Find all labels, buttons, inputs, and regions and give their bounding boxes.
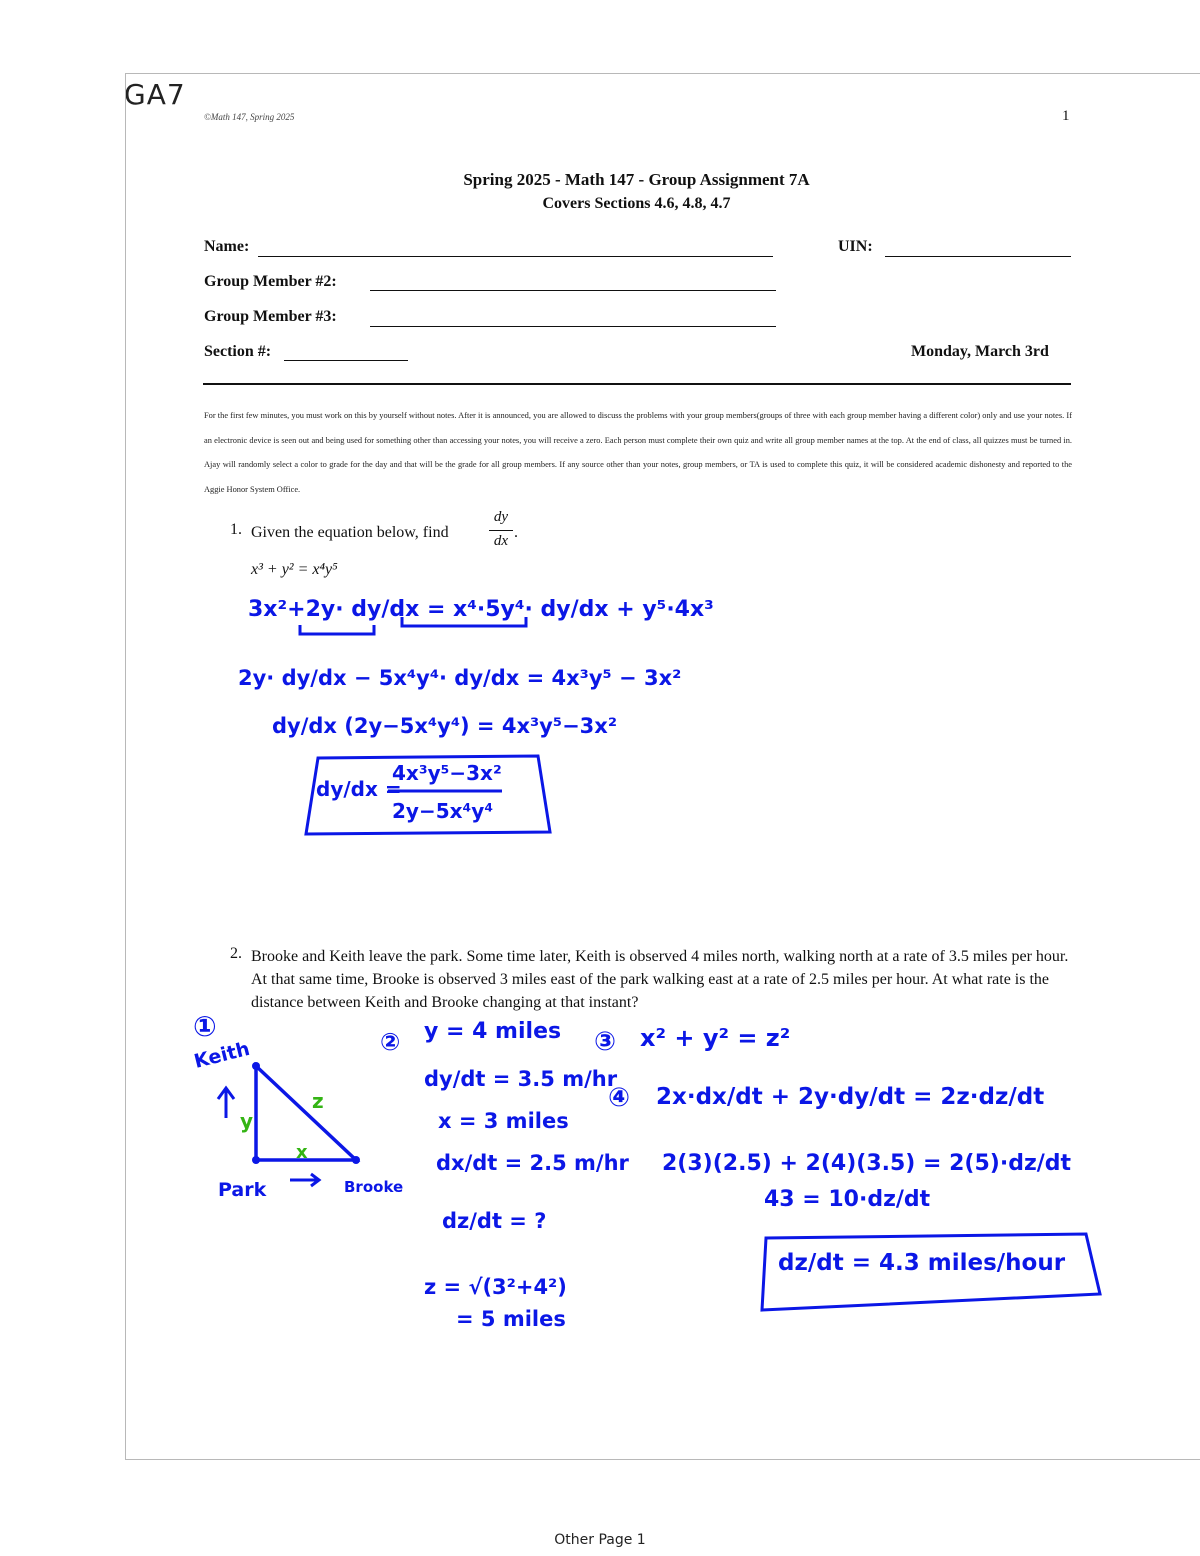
q2-step4-marker: ④ (608, 1083, 631, 1113)
date-label: Monday, March 3rd (911, 343, 1049, 360)
park-point (252, 1156, 260, 1164)
q2-z-label: z (312, 1089, 324, 1113)
q2-step2-marker: ② (380, 1028, 401, 1056)
q2-keith-label: Keith (191, 1037, 252, 1073)
uin-label: UIN: (838, 238, 873, 255)
instructions: For the first few minutes, you must work on this by yourself without notes. After it is announced, you are allowed to discuss the problems with your group members(groups of three with each group member having a different color) only and use your notes. If an electronic device is seen out and being used for something other than accessing your notes, you will receive a zero. Each person must complete their own quiz and write all group member names at the top. At the end of class, all quizzes must be turned in. Ajay will randomly select a color to grade for the day and that will be the grade for all group members. If any source other than your notes, group members, or TA is used to complete this quiz, it will be considered academic dishonesty and reported to the Aggie Honor System Office. (204, 411, 1072, 494)
east-arrow-icon (290, 1174, 319, 1186)
q2-s2-line4: dx/dt = 2.5 m/hr (436, 1151, 629, 1175)
section-label: Section #: (204, 343, 272, 360)
north-arrow-icon (218, 1088, 234, 1118)
keith-point (252, 1062, 260, 1070)
q2-s4-line1: 2x·dx/dt + 2y·dy/dt = 2z·dz/dt (656, 1084, 1045, 1110)
q2-s2-line6: z = √(3²+4²) (424, 1275, 567, 1299)
q2-y-label: y (240, 1109, 254, 1133)
assignment-subtitle: Covers Sections 4.6, 4.8, 4.7 (542, 195, 731, 212)
page-footer: Other Page 1 (554, 1532, 646, 1548)
member2-label: Group Member #2: (204, 273, 337, 290)
q2-answer: dz/dt = 4.3 miles/hour (778, 1250, 1066, 1276)
q1-hw-line3: dy/dx (2y−5x⁴y⁴) = 4x³y⁵−3x² (272, 714, 618, 738)
q1-answer-den: 2y−5x⁴y⁴ (392, 799, 494, 823)
member3-label: Group Member #3: (204, 308, 337, 325)
q2-s4-line2: 2(3)(2.5) + 2(4)(3.5) = 2(5)·dz/dt (662, 1151, 1072, 1176)
q1-answer-lhs: dy/dx = (316, 777, 402, 801)
copyright-notice: ©Math 147, Spring 2025 (204, 112, 295, 122)
q1-brace-left (300, 625, 374, 634)
q2-s2-line2: dy/dt = 3.5 m/hr (424, 1067, 618, 1091)
assignment-title: Spring 2025 - Math 147 - Group Assignment 7A (463, 170, 810, 189)
q1-text: Given the equation below, find (251, 524, 449, 541)
q1-period: . (514, 524, 518, 541)
q2-step3-marker: ③ (594, 1027, 617, 1057)
q1-frac-den: dx (493, 533, 509, 549)
q2-park-label: Park (218, 1179, 267, 1201)
q2-step1-marker: ① (193, 1010, 217, 1043)
q2-x-label: x (296, 1142, 308, 1163)
q1-equation: x³ + y² = x⁴y⁵ (251, 561, 338, 578)
q2-s4-line3: 43 = 10·dz/dt (764, 1187, 931, 1212)
q2-s2-line3: x = 3 miles (438, 1109, 569, 1133)
q2-number: 2. (230, 945, 242, 962)
tab-title[interactable]: GA7 (124, 78, 186, 111)
name-label: Name: (204, 238, 250, 255)
q2-s2-line7: = 5 miles (456, 1307, 566, 1331)
q2-s3-equation: x² + y² = z² (640, 1024, 791, 1052)
q1-hw-line2: 2y· dy/dx − 5x⁴y⁴· dy/dx = 4x³y⁵ − 3x² (238, 666, 682, 690)
q1-answer-num: 4x³y⁵−3x² (392, 761, 502, 785)
q2-brooke-label: Brooke (344, 1178, 404, 1196)
q1-frac-num: dy (493, 509, 509, 525)
page-number: 1 (1062, 108, 1070, 124)
q2-s2-line5: dz/dt = ? (442, 1209, 547, 1233)
q1-hw-line1: 3x²+2y· dy/dx = x⁴·5y⁴· dy/dx + y⁵·4x³ (248, 597, 714, 622)
q2-s2-line1: y = 4 miles (424, 1019, 562, 1044)
brooke-point (352, 1156, 360, 1164)
q2-text: Brooke and Keith leave the park. Some time later, Keith is observed 4 miles north, walking north at a rate of 3.5 miles per hour. At that same time, Brooke is observed 3 miles east of the park walking east at a rate of 2.5 miles per hour. At what rate is the distance between Keith and Brooke changing at that instant? (251, 948, 1069, 1011)
q1-number: 1. (230, 521, 242, 538)
